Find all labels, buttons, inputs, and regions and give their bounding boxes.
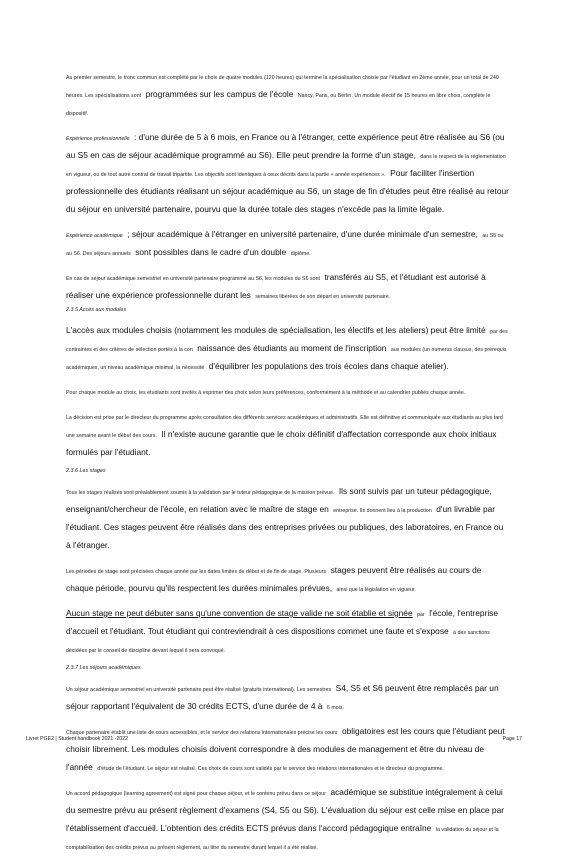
text-large: sont possibles dans le cadre d'un double [135,247,287,257]
text-small: par [417,612,425,618]
text-small: Chaque partenaire établit une liste de cours accessibles, et le service des relations internationales précise les cours [66,730,338,736]
text-small: la validation du séjour et la comptabilisation des crédits prévus au présent règlement, au titre du semestre durant lequel il a été réalisé. [66,827,499,851]
text-large: obligatoires est les cours que l'étudiant peut choisir librement. Les modules choisis doivent correspondre à des modules de management et être du niveau de l'année [66,726,505,772]
text-small: diplôme. [290,251,311,257]
text-small: par des contraintes et des critères de sélection portés à la con [66,329,508,353]
text-large: l'école, l'entreprise d'accueil et l'étudiant. Tout étudiant qui contreviendrait à ces dispositions commet une faute et s'expose [66,608,499,636]
paragraph-partenaire [66,721,510,775]
text-small: Expérience professionnelle [66,136,130,142]
text-small: Un accord pédagogique (learning agreement) est signé pour chaque séjour, et le contenu prévu dans ce séjour [66,791,326,797]
text-small: Nancy, Paris, ou Berlin. Un module électif de 15 heures en libre choix, complète le dispositif. [66,93,491,117]
paragraph-convention [66,603,510,657]
page-body [66,66,510,861]
section-heading-2-3-5: 2.3.5 Accès aux modules [66,307,127,313]
paragraph-sejour-s6 [66,267,510,303]
paragraph-experience-academique [66,224,510,260]
text-small: Un séjour académique semestriel en université partenaire peut être réalisé (gratuits international). Les semestres [66,687,332,693]
footer-title: Livret PGE2 | Student handbook 2021 -2022 [26,736,128,742]
text-large: académique se substitue intégralement à celui du semestre prévu au présent règlement d'examens (S4, S5 ou S6). L'évaluation du séjour est celle mise en place par l'établissement d'accueil. L'obtention des crédits ECTS prévus dans l'accord pédagogique entraîne [66,787,505,833]
text-small: dans le respect de la réglementation en vigueur, ou de tout autre contrat de travail tripartite. Les objectifs sont identiques à ceux décrits dans la partie « année expériences ». [66,154,506,178]
text-small: Tous les stages réalisés sont préalablement soumis à la validation par le tuteur pédagogique de la mission prévue. [66,490,335,496]
text-large: Aucun stage ne peut débuter sans qu'une convention de stage valide ne soit établie et signée [66,608,413,618]
paragraph-choix [66,381,510,399]
paragraph-sejours [66,678,510,714]
text-small: à des sanctions décidées par le conseil de discipline devant lequel il sera convoqué. [66,630,490,654]
text-large: programmées sur les campus de l'école [145,89,294,99]
text-small: Pour chaque module au choix, les étudiants sont invités à exprimer des choix selon leurs préférences, conformément à la méthode et au calendrier publiés chaque année. [66,390,466,396]
text-small: au S5 ou au S6. Des séjours annuels [66,233,504,257]
paragraph-stages [66,481,510,553]
paragraph-periodes [66,560,510,596]
section-heading-2-3-7: 2.3.7 Les séjours académiques [66,665,141,671]
text-small: Expérience académique [66,233,123,239]
text-large: transférés au S5, et l'étudiant est autorisé à réaliser une expérience professionnelle durant les [66,272,486,300]
paragraph-acces-modules [66,320,510,374]
text-large: d'équilibrer les populations des trois écoles dans chaque atelier). [208,361,449,371]
paragraph-experience-professionnelle [66,127,510,217]
page-number: Page 17 [502,736,522,742]
text-large: : d'une durée de 5 à 6 mois, en France ou à l'étranger, cette expérience peut être réalisée au S6 (ou au S5 en cas de séjour académique programmé au S6). Elle peut prendre la forme d'un stage, [66,132,505,160]
paragraph-accord [66,782,510,854]
text-small: Les périodes de stage sont précisées chaque année par les dates limites de début et de fin de stage. Plusieurs [66,569,327,575]
text-large: L'accès aux modules choisis (notamment les modules de spécialisation, les électifs et les ateliers) peut être limité [66,325,486,335]
text-large: Ils sont suivis par un tuteur pédagogique, enseignant/chercheur de l'école, en relation avec le maître de stage en [66,486,492,514]
text-small: 6 mois. [326,705,344,711]
text-small: semaines libérées de son départ en université partenaire. [255,294,391,300]
text-large: S4, S5 et S6 peuvent être remplacés par un séjour rapportant l'équivalent de 30 crédits ECTS, d'une durée de 4 à [66,683,499,711]
text-small: En cas de séjour académique semestriel en université partenaire programmé au S6, les modules du S6 sont [66,276,320,282]
paragraph-decision [66,406,510,460]
text-small: La décision est prise par le directeur du programme après consultation des différents services académiques et administratifs. Elle est définitive et communiquée aux étudiants au plus tard une semaine avant le début des cours. [66,415,503,439]
text-large: naissance des étudiants au moment de l'inscription [197,343,387,353]
section-heading-2-3-6: 2.3.6 Les stages [66,468,106,474]
paragraph-specialisation [66,66,510,120]
text-small: entreprise. Ils donnent lieu à la production [333,508,432,514]
text-small: Au premier semestre, le tronc commun est complété par le choix de quatre modules (120 heures) qui termine la spécialisation choisie par l'étudiant en 2ème année, pour un total de 240 heures. Les spécialisations sont [66,75,499,99]
text-small: ainsi que la législation en vigueur. [336,587,416,593]
text-small: d'étude de l'étudiant. Le séjour est réalisé. Ces choix de cours sont validés par le service des relations internationales et le directeur du programme. [97,766,444,772]
text-small: aux modules (un numerus clausus, des prérequis académiques, un niveau académique minimal, la nécessité [66,347,507,371]
text-large: stages peuvent être réalisés au cours de chaque période, pourvu qu'ils respectent les durées minimales prévues, [66,565,482,593]
text-large: Il n'existe aucune garantie que le choix définitif d'affectation corresponde aux choix initiaux formulés par l'étudiant. [66,429,497,457]
text-large: Pour faciliter l'insertion professionnelle des étudiants réalisant un séjour académique au S6, un stage de fin d'études peut être réalisé au retour du séjour en université partenaire, pourvu que la durée totale des stages n'excède pas la limite légale. [66,168,509,214]
text-large: ; séjour académique à l'étranger en université partenaire, d'une durée minimale d'un semestre, [127,229,478,239]
text-large: d'un livrable par l'étudiant. Ces stages peuvent être réalisés dans des entreprises privées ou publiques, des laboratoires, en France ou à l'étranger. [66,504,504,550]
